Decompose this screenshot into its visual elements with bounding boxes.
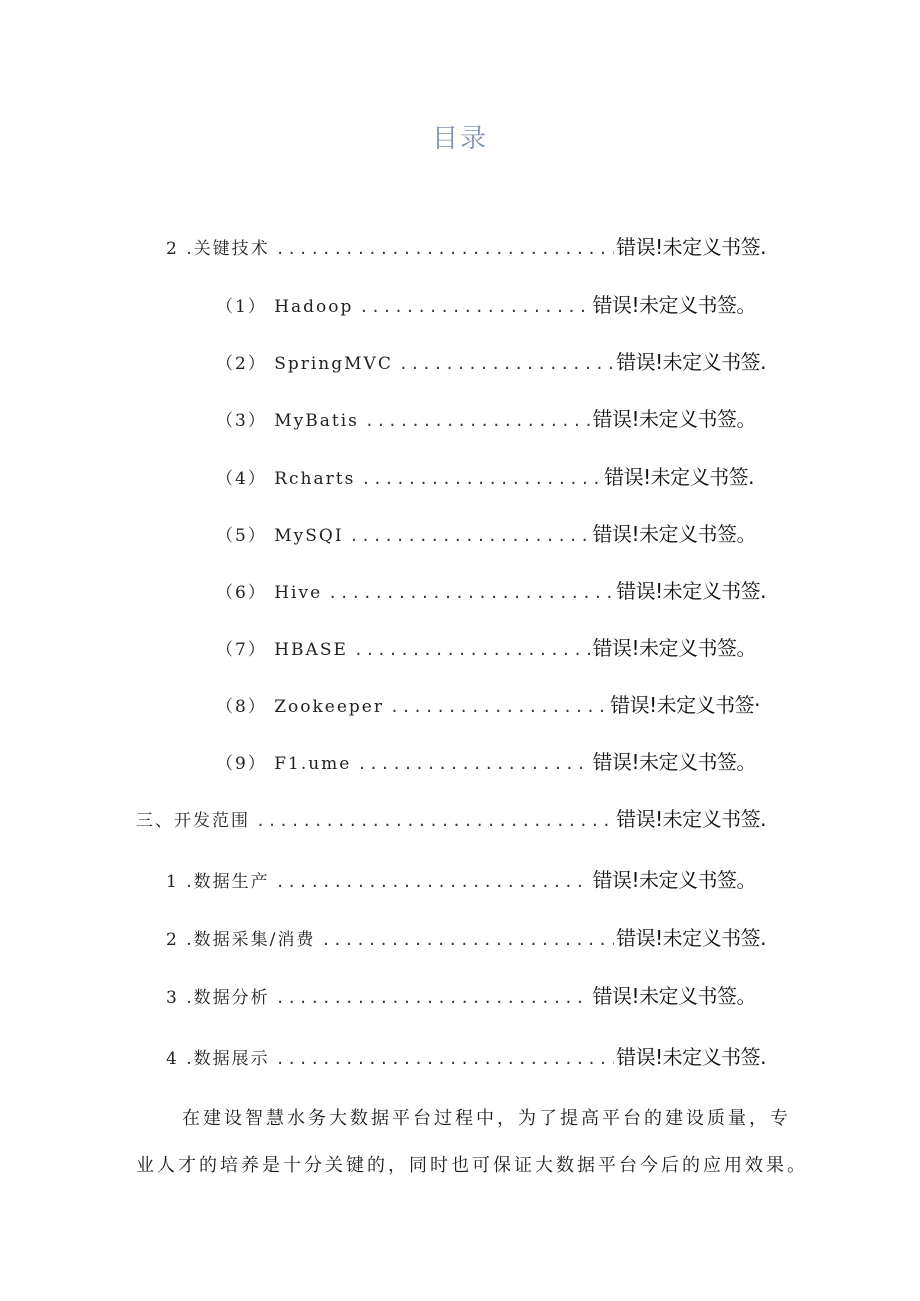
toc-entry-page-ref: 错误!未定义书签。: [592, 636, 756, 660]
toc-leader-dots: [359, 298, 590, 316]
toc-entry-label: （7） HBASE: [216, 640, 348, 660]
toc-entry-page-ref: 错误!未定义书签。: [592, 522, 756, 546]
toc-entry-label: （8） Zookeeper: [216, 697, 384, 717]
toc-entry-label: （1） Hadoop: [216, 297, 354, 317]
toc-entry[interactable]: [166, 980, 756, 1009]
toc-entry-page-ref: 错误!未定义书签.: [616, 1045, 766, 1069]
toc-entry-page-ref: 错误!未定义书签.: [616, 926, 766, 950]
toc-entry-page-ref: 错误!未定义书签。: [592, 750, 756, 774]
toc-entry[interactable]: [166, 864, 756, 893]
toc-entry-page-ref: 错误!未定义书签·: [610, 693, 760, 717]
toc-leader-dots: [256, 812, 614, 830]
toc-leader-dots: [276, 873, 591, 891]
toc-leader-dots: [276, 989, 591, 1007]
toc-entry-page-ref: 错误!未定义书签.: [616, 235, 766, 259]
toc-entry-label: 3 .数据分析: [166, 988, 270, 1008]
toc-entry-label: （5） MySQI: [216, 526, 344, 546]
toc-leader-dots: [361, 470, 602, 488]
toc-entry-label: 2 .数据采集/消费: [166, 930, 316, 950]
body-paragraph-line-1: 在建设智慧水务大数据平台过程中，为了提高平台的建设质量，专: [182, 1108, 791, 1129]
toc-entry-page-ref: 错误!未定义书签。: [592, 868, 756, 892]
toc-entry-label: 1 .数据生产: [166, 872, 270, 892]
toc-entry-label: （9） F1.ume: [216, 754, 352, 774]
toc-entry-page-ref: 错误!未定义书签.: [616, 807, 766, 831]
toc-leader-dots: [399, 355, 614, 373]
toc-entry-page-ref: 错误!未定义书签.: [616, 350, 766, 374]
toc-leader-dots: [321, 931, 614, 949]
toc-entry-page-ref: 错误!未定义书签。: [592, 984, 756, 1008]
toc-entry-label: （2） SpringMVC: [216, 354, 393, 374]
toc-entry[interactable]: [216, 461, 754, 490]
toc-entry-label: 4 .数据展示: [166, 1049, 270, 1069]
toc-entry[interactable]: [216, 346, 766, 375]
toc-entry[interactable]: [216, 289, 756, 318]
toc-entry[interactable]: [166, 1041, 766, 1070]
toc-entry-page-ref: 错误!未定义书签。: [592, 407, 756, 431]
body-paragraph-line-2: 业人才的培养是十分关键的，同时也可保证大数据平台今后的应用效果。: [136, 1155, 808, 1176]
toc-entry-label: 2 .关键技术: [166, 239, 270, 259]
toc-entry[interactable]: [216, 746, 756, 775]
toc-leader-dots: [276, 240, 615, 258]
toc-entry[interactable]: [216, 403, 756, 432]
toc-entry-label: （3） MyBatis: [216, 411, 359, 431]
toc-entry[interactable]: [136, 803, 766, 832]
toc-leader-dots: [365, 412, 591, 430]
toc-entry-page-ref: 错误!未定义书签.: [616, 579, 766, 603]
toc-entry[interactable]: [216, 575, 766, 604]
toc-leader-dots: [357, 755, 590, 773]
page-title: 目录: [431, 124, 488, 154]
toc-entry[interactable]: [216, 632, 756, 661]
toc-entry-page-ref: 错误!未定义书签。: [592, 293, 756, 317]
toc-entry-page-ref: 错误!未定义书签.: [604, 465, 754, 489]
toc-entry[interactable]: [166, 922, 766, 951]
toc-entry[interactable]: [166, 231, 766, 260]
toc-leader-dots: [390, 698, 608, 716]
toc-entry-label: （6） Hive: [216, 583, 323, 603]
toc-entry-label: （4） Rcharts: [216, 469, 356, 489]
toc-leader-dots: [276, 1050, 615, 1068]
toc-leader-dots: [354, 641, 591, 659]
toc-entry-label: 三、开发范围: [136, 811, 250, 831]
toc-leader-dots: [350, 527, 591, 545]
toc-entry[interactable]: [216, 689, 760, 718]
toc-leader-dots: [328, 584, 614, 602]
toc-entry[interactable]: [216, 518, 756, 547]
